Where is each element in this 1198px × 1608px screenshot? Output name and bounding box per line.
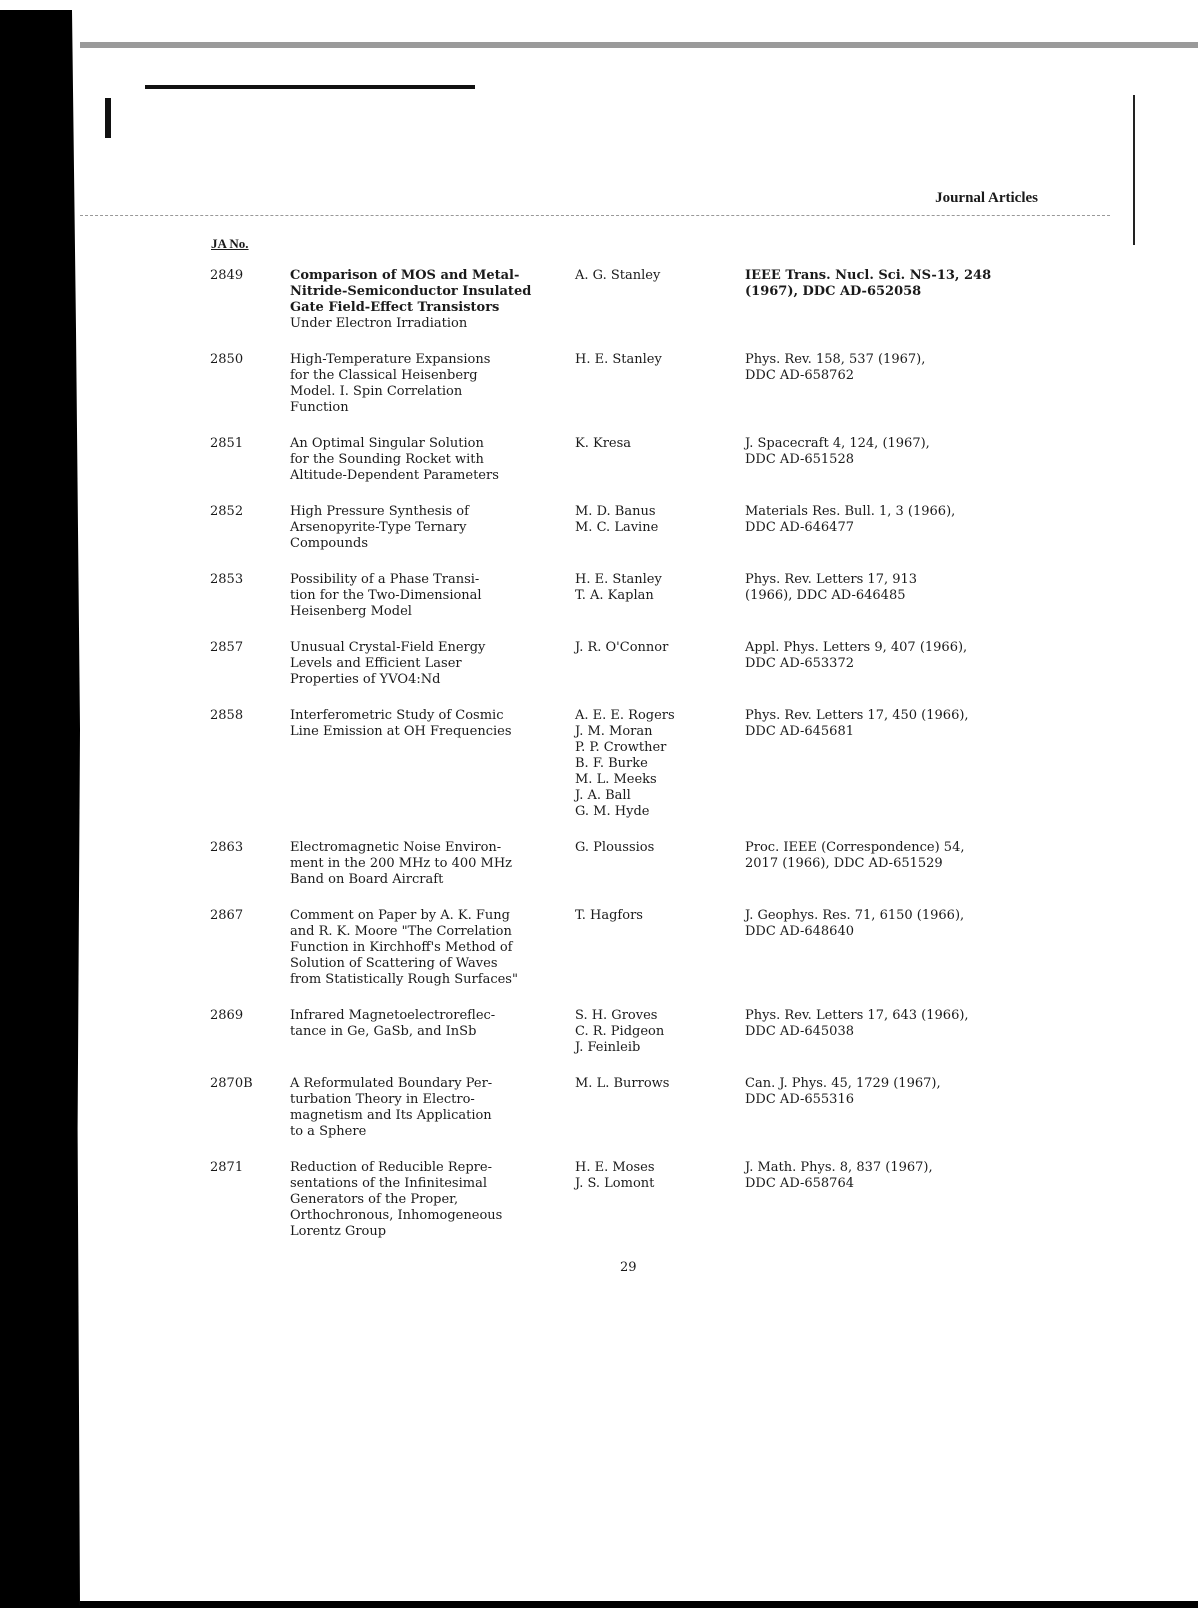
title-line: from Statistically Rough Surfaces" (290, 972, 518, 987)
article-title (290, 572, 575, 620)
article-title (290, 1008, 575, 1056)
article-authors (575, 436, 745, 484)
title-line: Generators of the Proper, (290, 1192, 459, 1207)
article-title (290, 1076, 575, 1140)
list-item (210, 572, 1070, 620)
article-title (290, 1160, 575, 1240)
reference-line: IEEE Trans. Nucl. Sci. NS-13, 248 (745, 268, 992, 283)
article-authors (575, 1008, 745, 1056)
article-authors (575, 268, 745, 332)
article-reference (745, 504, 1035, 552)
reference-line: 2017 (1966), DDC AD-651529 (745, 856, 943, 871)
reference-line: Phys. Rev. 158, 537 (1967), (745, 352, 926, 367)
title-line: Possibility of a Phase Transi- (290, 572, 480, 587)
author-name: T. Hagfors (575, 908, 643, 923)
article-authors (575, 840, 745, 888)
title-line: Reduction of Reducible Repre- (290, 1160, 492, 1175)
article-authors (575, 908, 745, 988)
reference-line: Materials Res. Bull. 1, 3 (1966), (745, 504, 956, 519)
reference-line: J. Geophys. Res. 71, 6150 (1966), (745, 908, 965, 923)
title-line: Function in Kirchhoff's Method of (290, 940, 513, 955)
list-item (210, 1076, 1070, 1140)
title-line: Comment on Paper by A. K. Fung (290, 908, 510, 923)
title-line: ment in the 200 MHz to 400 MHz (290, 856, 513, 871)
author-name: C. R. Pidgeon (575, 1024, 665, 1039)
article-reference (745, 1076, 1035, 1140)
page-header: Journal Articles (935, 190, 1038, 206)
reference-line: DDC AD-645038 (745, 1024, 854, 1039)
article-reference (745, 572, 1035, 620)
title-line: turbation Theory in Electro- (290, 1092, 475, 1107)
ja-number: 2851 (210, 436, 244, 451)
reference-line: J. Math. Phys. 8, 837 (1967), (745, 1160, 933, 1175)
reference-line: DDC AD-646477 (745, 520, 854, 535)
article-title (290, 840, 575, 888)
list-item (210, 504, 1070, 552)
reference-line: DDC AD-651528 (745, 452, 854, 467)
reference-line: J. Spacecraft 4, 124, (1967), (745, 436, 930, 451)
list-item (210, 840, 1070, 888)
title-line: Comparison of MOS and Metal- (290, 268, 520, 283)
author-name: H. E. Stanley (575, 572, 662, 587)
author-name: J. Feinleib (575, 1040, 641, 1055)
title-line: Heisenberg Model (290, 604, 412, 619)
title-line: tance in Ge, GaSb, and InSb (290, 1024, 477, 1039)
article-reference (745, 1160, 1035, 1240)
article-authors (575, 352, 745, 416)
list-item (210, 1008, 1070, 1056)
author-name: M. L. Burrows (575, 1076, 670, 1091)
title-line: High Pressure Synthesis of (290, 504, 469, 519)
author-name: A. G. Stanley (575, 268, 661, 283)
title-line: Electromagnetic Noise Environ- (290, 840, 502, 855)
article-authors (575, 1160, 745, 1240)
ja-number: 2870B (210, 1076, 253, 1091)
list-item (210, 908, 1070, 988)
reference-line: DDC AD-645681 (745, 724, 854, 739)
title-line: Arsenopyrite-Type Ternary (290, 520, 467, 535)
reference-line: DDC AD-655316 (745, 1092, 854, 1107)
title-line: Nitride-Semiconductor Insulated (290, 284, 532, 299)
article-reference (745, 840, 1035, 888)
article-reference (745, 640, 1035, 688)
article-reference (745, 436, 1035, 484)
page-number: 29 (620, 1260, 637, 1275)
scan-top-bar (80, 42, 1198, 48)
author-name: K. Kresa (575, 436, 632, 451)
ja-number: 2850 (210, 352, 244, 367)
ja-number: 2858 (210, 708, 244, 723)
author-name: S. H. Groves (575, 1008, 658, 1023)
scan-right-rule (1133, 95, 1135, 245)
title-line: Properties of YVO4:Nd (290, 672, 441, 687)
title-line: Function (290, 400, 349, 415)
author-name: T. A. Kaplan (575, 588, 654, 603)
author-name: A. E. E. Rogers (575, 708, 675, 723)
scan-dashed-rule (80, 215, 1110, 216)
author-name: B. F. Burke (575, 756, 648, 771)
author-name: M. D. Banus (575, 504, 656, 519)
list-item (210, 708, 1070, 820)
reference-line: Can. J. Phys. 45, 1729 (1967), (745, 1076, 941, 1091)
article-authors (575, 572, 745, 620)
author-name: J. S. Lomont (575, 1176, 655, 1191)
list-item (210, 1160, 1070, 1240)
article-title (290, 504, 575, 552)
title-line: Interferometric Study of Cosmic (290, 708, 504, 723)
author-name: G. M. Hyde (575, 804, 650, 819)
ja-number: 2852 (210, 504, 244, 519)
reference-line: Phys. Rev. Letters 17, 643 (1966), (745, 1008, 969, 1023)
title-line: magnetism and Its Application (290, 1108, 492, 1123)
article-title (290, 268, 575, 332)
reference-line: Appl. Phys. Letters 9, 407 (1966), (745, 640, 968, 655)
article-list (210, 268, 1070, 1260)
title-line: High-Temperature Expansions (290, 352, 491, 367)
article-reference (745, 908, 1035, 988)
title-line: A Reformulated Boundary Per- (290, 1076, 493, 1091)
article-authors (575, 640, 745, 688)
article-title (290, 352, 575, 416)
reference-line: DDC AD-658764 (745, 1176, 854, 1191)
scan-top-bar (145, 85, 475, 89)
title-line: for the Classical Heisenberg (290, 368, 478, 383)
title-line: Model. I. Spin Correlation (290, 384, 463, 399)
author-name: H. E. Moses (575, 1160, 655, 1175)
title-line: for the Sounding Rocket with (290, 452, 484, 467)
article-reference (745, 1008, 1035, 1056)
title-line: Line Emission at OH Frequencies (290, 724, 512, 739)
title-line: tion for the Two-Dimensional (290, 588, 482, 603)
title-line: Unusual Crystal-Field Energy (290, 640, 486, 655)
title-line: Altitude-Dependent Parameters (290, 468, 499, 483)
article-authors (575, 504, 745, 552)
reference-line: Proc. IEEE (Correspondence) 54, (745, 840, 965, 855)
title-line: Band on Board Aircraft (290, 872, 444, 887)
ja-number: 2857 (210, 640, 244, 655)
author-name: M. C. Lavine (575, 520, 659, 535)
article-title (290, 436, 575, 484)
article-reference (745, 352, 1035, 416)
ja-number: 2871 (210, 1160, 244, 1175)
title-line: and R. K. Moore "The Correlation (290, 924, 512, 939)
scan-bottom-rule (80, 1601, 1198, 1608)
author-name: J. A. Ball (575, 788, 631, 803)
reference-line: (1966), DDC AD-646485 (745, 588, 906, 603)
ja-number: 2853 (210, 572, 244, 587)
author-name: M. L. Meeks (575, 772, 657, 787)
author-name: J. M. Moran (575, 724, 653, 739)
column-header-ja-no: JA No. (211, 236, 249, 251)
list-item (210, 640, 1070, 688)
title-line: Gate Field-Effect Transistors (290, 300, 500, 315)
reference-line: DDC AD-648640 (745, 924, 854, 939)
ja-number: 2867 (210, 908, 244, 923)
article-title (290, 708, 575, 820)
list-item (210, 268, 1070, 332)
article-title (290, 640, 575, 688)
reference-line: (1967), DDC AD-652058 (745, 284, 922, 299)
article-reference (745, 268, 1035, 332)
title-line: Under Electron Irradiation (290, 316, 468, 331)
title-line: to a Sphere (290, 1124, 367, 1139)
scan-binding-edge (0, 10, 80, 1608)
title-line: Levels and Efficient Laser (290, 656, 462, 671)
title-line: An Optimal Singular Solution (290, 436, 484, 451)
title-line: Lorentz Group (290, 1224, 387, 1239)
reference-line: DDC AD-658762 (745, 368, 854, 383)
title-line: sentations of the Infinitesimal (290, 1176, 487, 1191)
ja-number: 2849 (210, 268, 244, 283)
article-title (290, 908, 575, 988)
article-authors (575, 708, 745, 820)
author-name: J. R. O'Connor (575, 640, 669, 655)
list-item (210, 352, 1070, 416)
ja-number: 2863 (210, 840, 244, 855)
reference-line: Phys. Rev. Letters 17, 913 (745, 572, 918, 587)
title-line: Infrared Magnetoelectroreflec- (290, 1008, 496, 1023)
ja-number: 2869 (210, 1008, 244, 1023)
author-name: P. P. Crowther (575, 740, 667, 755)
article-reference (745, 708, 1035, 820)
list-item (210, 436, 1070, 484)
reference-line: DDC AD-653372 (745, 656, 854, 671)
scan-speck (105, 98, 111, 138)
title-line: Compounds (290, 536, 368, 551)
reference-line: Phys. Rev. Letters 17, 450 (1966), (745, 708, 969, 723)
title-line: Orthochronous, Inhomogeneous (290, 1208, 503, 1223)
author-name: G. Ploussios (575, 840, 655, 855)
article-authors (575, 1076, 745, 1140)
title-line: Solution of Scattering of Waves (290, 956, 498, 971)
author-name: H. E. Stanley (575, 352, 662, 367)
